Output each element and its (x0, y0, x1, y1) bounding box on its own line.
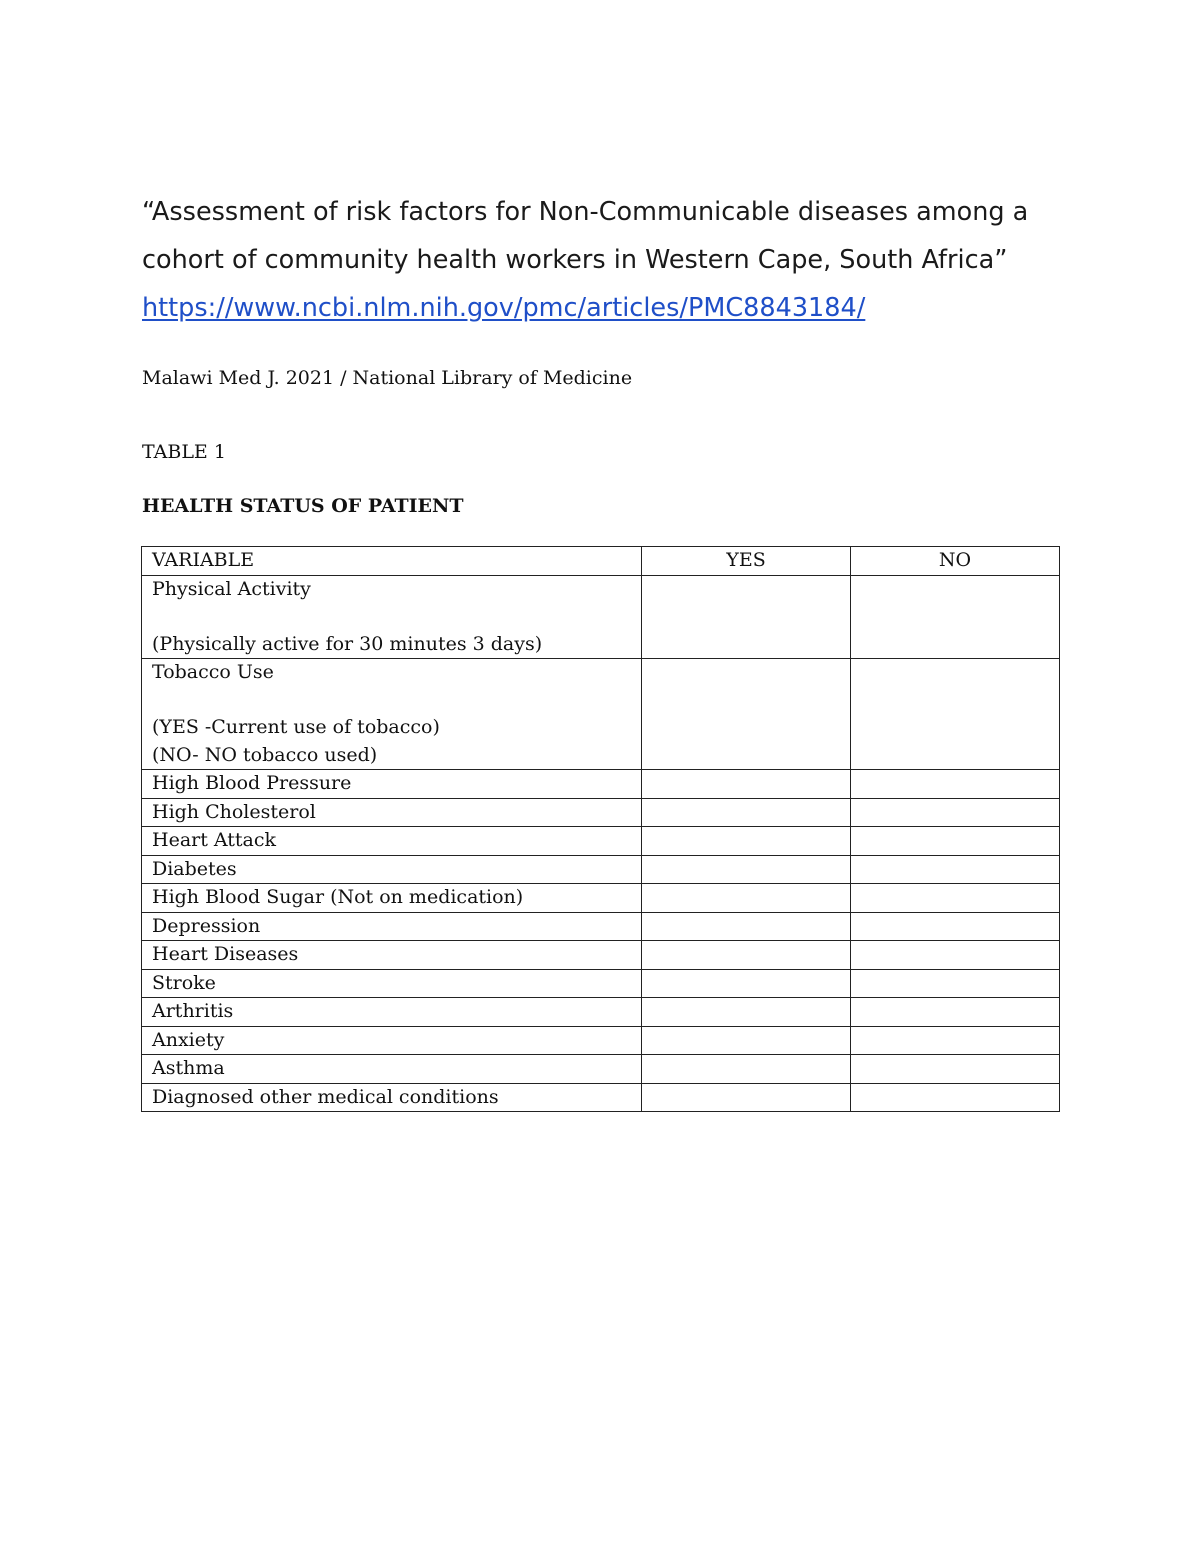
no-cell[interactable] (851, 912, 1060, 941)
table-row (142, 1083, 1060, 1112)
yes-cell[interactable] (642, 912, 851, 941)
yes-cell[interactable] (642, 1026, 851, 1055)
table-label: TABLE 1 (142, 441, 226, 463)
no-cell[interactable] (851, 798, 1060, 827)
header-yes: YES (642, 547, 851, 576)
variable-cell: Heart Diseases (142, 941, 642, 970)
table-heading: HEALTH STATUS OF PATIENT (142, 495, 464, 517)
table-row (142, 827, 1060, 856)
no-cell[interactable] (851, 855, 1060, 884)
variable-cell: Depression (142, 912, 642, 941)
article-link[interactable]: https://www.ncbi.nlm.nih.gov/pmc/articles/PMC8843184/ (142, 293, 866, 323)
yes-cell[interactable] (642, 798, 851, 827)
table-row (142, 998, 1060, 1027)
yes-cell[interactable] (642, 659, 851, 770)
yes-cell[interactable] (642, 770, 851, 799)
table-row (142, 969, 1060, 998)
document-title-line-2: cohort of community health workers in Western Cape, South Africa” (142, 245, 1008, 275)
variable-note: (Physically active for 30 minutes 3 days) (152, 632, 543, 655)
yes-cell[interactable] (642, 575, 851, 659)
table-row (142, 884, 1060, 913)
variable-cell: High Blood Sugar (Not on medication) (142, 884, 642, 913)
variable-cell: Diagnosed other medical conditions (142, 1083, 642, 1112)
table-row (142, 912, 1060, 941)
no-cell[interactable] (851, 1055, 1060, 1084)
source-citation: Malawi Med J. 2021 / National Library of Medicine (142, 367, 633, 389)
variable-cell: High Cholesterol (142, 798, 642, 827)
table-row (142, 659, 1060, 770)
table-row (142, 770, 1060, 799)
table-row (142, 798, 1060, 827)
yes-cell[interactable] (642, 855, 851, 884)
no-cell[interactable] (851, 998, 1060, 1027)
variable-cell: Heart Attack (142, 827, 642, 856)
variable-note: (YES -Current use of tobacco) (152, 716, 440, 738)
header-variable: VARIABLE (142, 547, 642, 576)
no-cell[interactable] (851, 770, 1060, 799)
variable-cell: Stroke (142, 969, 642, 998)
cell-spacer (152, 687, 631, 715)
variable-note: (NO- NO tobacco used) (152, 743, 378, 766)
health-status-table (141, 546, 1060, 1112)
table-row (142, 575, 1060, 659)
yes-cell[interactable] (642, 969, 851, 998)
variable-cell (142, 575, 642, 659)
table-row (142, 1055, 1060, 1084)
cell-spacer (152, 603, 631, 631)
no-cell[interactable] (851, 575, 1060, 659)
no-cell[interactable] (851, 969, 1060, 998)
table-row (142, 855, 1060, 884)
no-cell[interactable] (851, 1026, 1060, 1055)
no-cell[interactable] (851, 827, 1060, 856)
table-header-row (142, 547, 1060, 576)
header-no: NO (851, 547, 1060, 576)
document-title-line-1: “Assessment of risk factors for Non-Communicable diseases among a (142, 197, 1029, 227)
yes-cell[interactable] (642, 884, 851, 913)
variable-label: Physical Activity (152, 577, 311, 600)
variable-cell: Diabetes (142, 855, 642, 884)
yes-cell[interactable] (642, 941, 851, 970)
variable-cell: Anxiety (142, 1026, 642, 1055)
no-cell[interactable] (851, 659, 1060, 770)
variable-cell: Asthma (142, 1055, 642, 1084)
variable-label: Tobacco Use (152, 661, 274, 683)
yes-cell[interactable] (642, 1055, 851, 1084)
no-cell[interactable] (851, 941, 1060, 970)
yes-cell[interactable] (642, 998, 851, 1027)
variable-cell: Arthritis (142, 998, 642, 1027)
yes-cell[interactable] (642, 1083, 851, 1112)
document-title-block (142, 188, 1082, 332)
table-row (142, 1026, 1060, 1055)
no-cell[interactable] (851, 884, 1060, 913)
yes-cell[interactable] (642, 827, 851, 856)
variable-cell: High Blood Pressure (142, 770, 642, 799)
no-cell[interactable] (851, 1083, 1060, 1112)
variable-cell (142, 659, 642, 770)
table-row (142, 941, 1060, 970)
